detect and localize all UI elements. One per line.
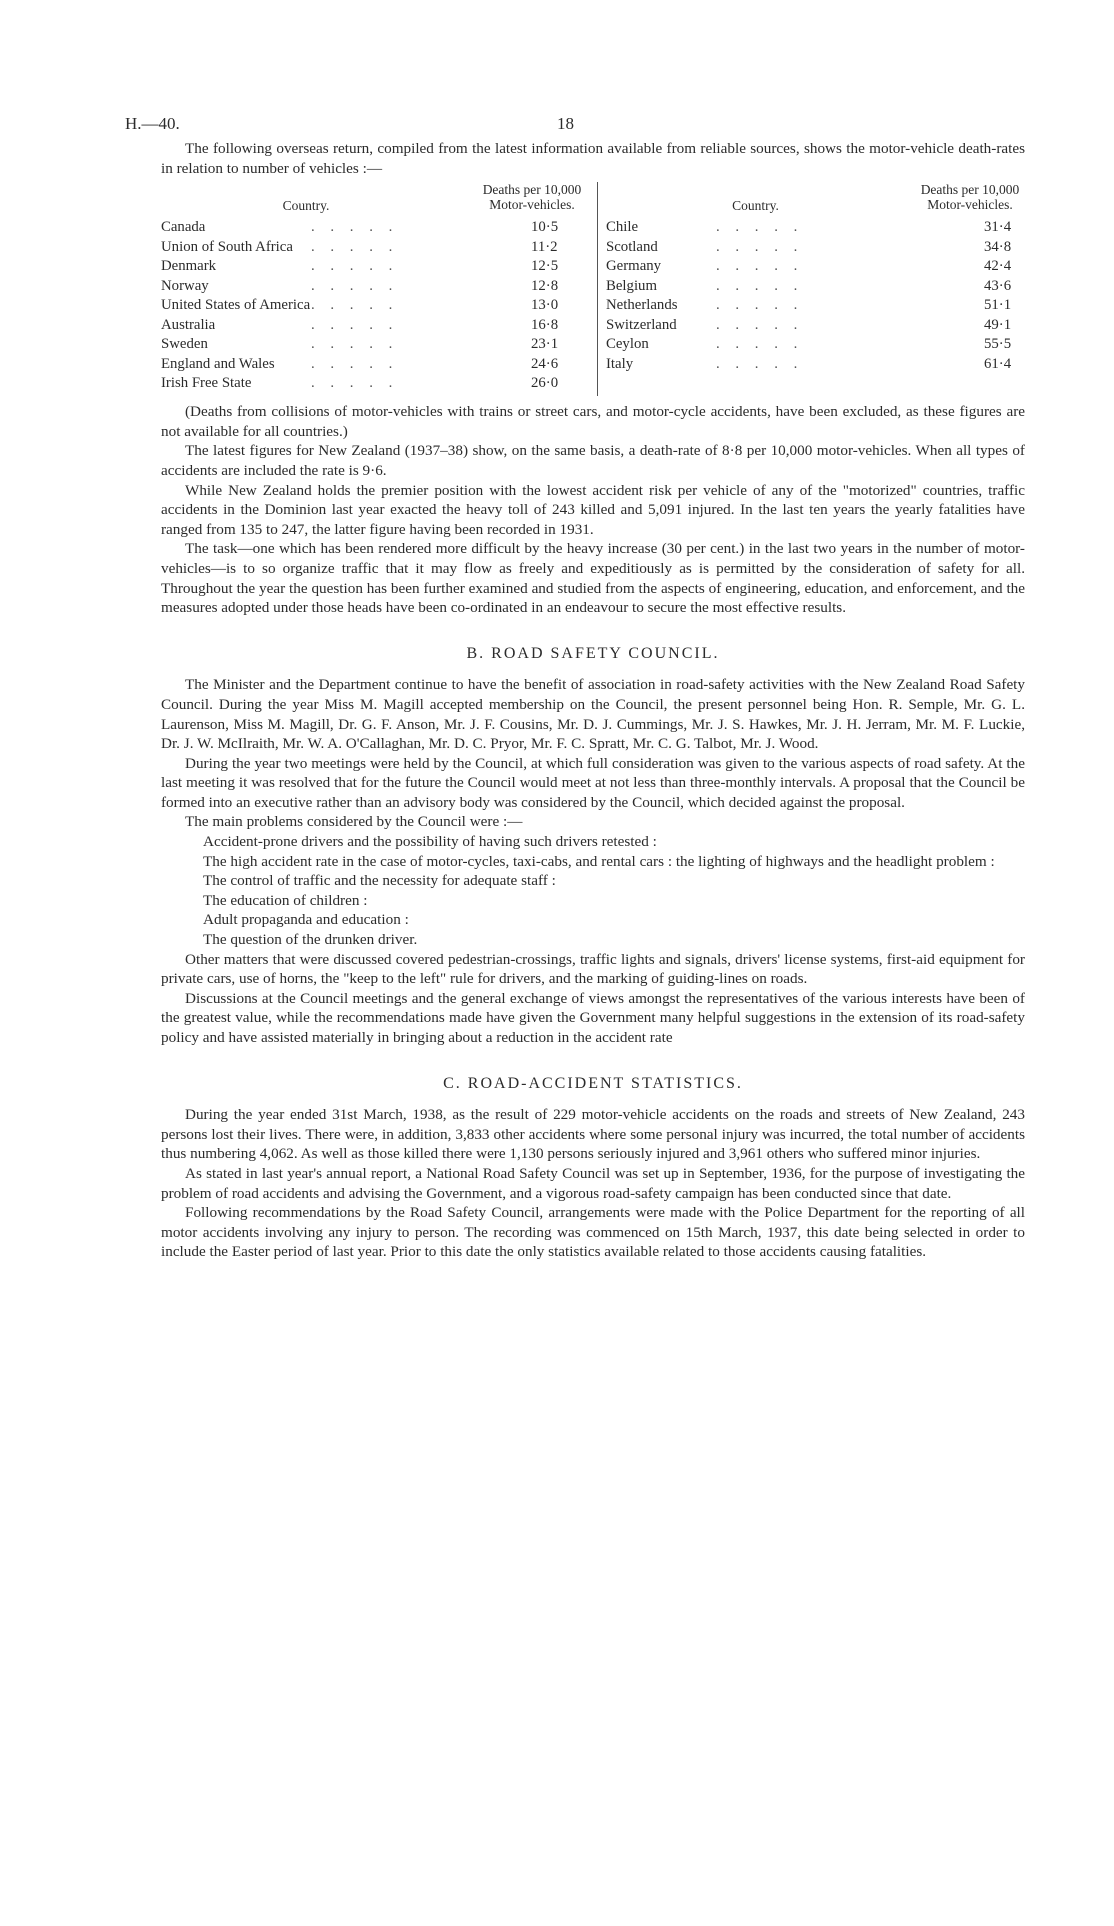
- table-row: [161, 374, 601, 394]
- paragraph: Other matters that were discussed covered pedestrian-crossings, traffic lights and signals, drivers' license systems, first-aid equipment for private cars, use of horns, the "keep to the left" rule for drivers, and the marking of guiding-lines on roads.: [161, 950, 1025, 988]
- deaths-header: Deaths per 10,000 Motor-vehicles.: [920, 182, 1020, 213]
- problems-list: [161, 832, 1025, 950]
- death-rate-value: 55·5: [984, 336, 1012, 353]
- list-item: The question of the drunken driver.: [203, 931, 418, 949]
- table-header: [606, 182, 1025, 218]
- death-rate-table: [161, 182, 1025, 396]
- list-item: Adult propaganda and education :: [203, 911, 409, 929]
- country-name: Germany: [606, 258, 662, 275]
- country-name: Denmark: [161, 258, 217, 275]
- page-number: 18: [557, 114, 574, 133]
- leader-dots: . . . . .: [716, 219, 804, 236]
- page-header: [125, 114, 1025, 136]
- death-rate-value: 10·5: [531, 219, 559, 236]
- table-row: [161, 316, 601, 336]
- table-row: [606, 296, 1025, 316]
- table-row: [606, 257, 1025, 277]
- table-row: [606, 218, 1025, 238]
- paragraph: The latest figures for New Zealand (1937–38) show, on the same basis, a death-rate of 8·8 per 10,000 motor-vehicles. When all types of accidents are included the rate is 9·6.: [161, 442, 1025, 479]
- leader-dots: . . . . .: [716, 258, 804, 275]
- table-row: [606, 277, 1025, 297]
- table-row: [161, 355, 601, 375]
- table-header: [161, 182, 601, 218]
- table-left-column: [161, 182, 601, 394]
- leader-dots: . . . . .: [311, 238, 399, 255]
- death-rate-value: 16·8: [531, 316, 559, 333]
- leader-dots: . . . . .: [311, 355, 399, 372]
- country-name: Chile: [606, 219, 639, 236]
- table-row: [161, 257, 601, 277]
- country-name: Canada: [161, 219, 206, 236]
- document-reference: H.—40.: [125, 114, 180, 133]
- paragraph: The main problems considered by the Council were :—: [185, 813, 523, 831]
- death-rate-value: 43·6: [984, 277, 1012, 294]
- list-item: Accident-prone drivers and the possibility of having such drivers retested :: [203, 833, 657, 851]
- country-name: Sweden: [161, 336, 208, 353]
- paragraph: During the year ended 31st March, 1938, as the result of 229 motor-vehicle accidents on the roads and streets of New Zealand, 243 persons lost their lives. There were, in addition, 3,833 other accidents where some personal injury was incurred, the total number of accidents thus numbering 4,062. As well as those killed there were 1,130 persons seriously injured and 3,961 others who suffered minor injuries.: [161, 1106, 1025, 1163]
- country-name: Switzerland: [606, 316, 677, 333]
- leader-dots: . . . . .: [716, 277, 804, 294]
- leader-dots: . . . . .: [716, 297, 804, 314]
- death-rate-value: 26·0: [531, 375, 559, 392]
- leader-dots: . . . . .: [311, 219, 399, 236]
- leader-dots: . . . . .: [716, 336, 804, 353]
- list-item: The control of traffic and the necessity for adequate staff :: [203, 872, 556, 890]
- country-name: Irish Free State: [161, 375, 252, 392]
- paragraph: Discussions at the Council meetings and the general exchange of views amongst the representatives of the various interests have been of the greatest value, while the recommendations made have given the Government many helpful suggestions in the extension of its road-safety policy and have assisted materially in bringing about a reduction in the accident rate: [161, 989, 1025, 1046]
- table-row: [161, 296, 601, 316]
- country-name: United States of America: [161, 297, 311, 314]
- leader-dots: . . . . .: [311, 277, 399, 294]
- table-row: [161, 335, 601, 355]
- country-name: Australia: [161, 316, 216, 333]
- death-rate-value: 13·0: [531, 297, 559, 314]
- paragraph: The task—one which has been rendered more difficult by the heavy increase (30 per cent.) in the last two years in the number of motor-vehicles—is to so organize traffic that it may flow as freely and expeditiously as is permitted by the consideration of safety for all. Throughout the year the question has been further examined and studied from the aspects of engineering, education, and enforcement, and the measures adopted under those heads have been co-ordinated in an endeavour to secure the most effective results.: [161, 540, 1025, 617]
- leader-dots: . . . . .: [311, 297, 399, 314]
- table-row: [606, 238, 1025, 258]
- table-row: [161, 277, 601, 297]
- table-right-column: [606, 182, 1025, 374]
- country-header: Country.: [732, 198, 779, 214]
- leader-dots: . . . . .: [716, 316, 804, 333]
- death-rate-value: 31·4: [984, 219, 1012, 236]
- leader-dots: . . . . .: [311, 375, 399, 392]
- table-row: [161, 238, 601, 258]
- country-name: England and Wales: [161, 355, 275, 372]
- table-row: [606, 355, 1025, 375]
- death-rate-value: 34·8: [984, 238, 1012, 255]
- leader-dots: . . . . .: [311, 258, 399, 275]
- intro-paragraph: The following overseas return, compiled from the latest information available from reliable sources, shows the motor-vehicle death-rates in relation to number of vehicles :—: [161, 140, 1025, 177]
- paragraph: Following recommendations by the Road Safety Council, arrangements were made with the Police Department for the reporting of all motor accidents involving any injury to person. The recording was commenced on 15th March, 1937, this date being selected in order to include the Easter period of last year. Prior to this date the only statistics available related to those accidents causing fatalities.: [161, 1204, 1025, 1261]
- list-item: The high accident rate in the case of motor-cycles, taxi-cabs, and rental cars : the lighting of highways and the headlight problem :: [203, 852, 995, 870]
- death-rate-value: 11·2: [531, 238, 558, 255]
- country-name: Ceylon: [606, 336, 649, 353]
- country-header: Country.: [282, 198, 330, 214]
- paragraph: The Minister and the Department continue to have the benefit of association in road-safety activities with the New Zealand Road Safety Council. During the year Miss M. Magill accepted membership on the Council, the present personnel being Hon. R. Semple, Mr. G. L. Laurenson, Miss M. Magill, Dr. G. F. Anson, Mr. J. F. Cousins, Mr. D. J. Cummings, Mr. J. S. Hawkes, Mr. J. H. Jerram, Mr. M. F. Luckie, Dr. J. W. McIlraith, Mr. W. A. O'Callaghan, Mr. D. C. Pryor, Mr. F. C. Spratt, Mr. C. G. Talbot, Mr. J. Wood.: [161, 676, 1025, 753]
- death-rate-value: 49·1: [984, 316, 1012, 333]
- section-heading: B. ROAD SAFETY COUNCIL.: [466, 644, 720, 662]
- table-divider: [597, 182, 598, 396]
- country-name: Union of South Africa: [161, 238, 293, 255]
- leader-dots: . . . . .: [311, 336, 399, 353]
- section-heading: C. ROAD-ACCIDENT STATISTICS.: [443, 1074, 743, 1092]
- death-rate-value: 42·4: [984, 258, 1012, 275]
- death-rate-value: 51·1: [984, 297, 1012, 314]
- death-rate-value: 12·5: [531, 258, 559, 275]
- death-rate-value: 24·6: [531, 355, 559, 372]
- paragraph: As stated in last year's annual report, a National Road Safety Council was set up in September, 1936, for the purpose of investigating the problem of road accidents and advising the Government, and a vigorous road-safety campaign has been conducted since that date.: [161, 1164, 1025, 1202]
- deaths-header: Deaths per 10,000 Motor-vehicles.: [482, 182, 582, 213]
- page-content: [161, 139, 1025, 1262]
- list-item: The education of children :: [203, 891, 368, 909]
- paragraph: (Deaths from collisions of motor-vehicles with trains or street cars, and motor-cycle accidents, have been excluded, as these figures are not available for all countries.): [161, 403, 1025, 440]
- table-row: [606, 335, 1025, 355]
- country-name: Norway: [161, 277, 209, 294]
- table-row: [161, 218, 601, 238]
- leader-dots: . . . . .: [716, 355, 804, 372]
- death-rate-value: 12·8: [531, 277, 559, 294]
- country-name: Netherlands: [606, 297, 678, 314]
- death-rate-value: 61·4: [984, 355, 1012, 372]
- table-row: [606, 316, 1025, 336]
- country-name: Italy: [606, 355, 634, 372]
- leader-dots: . . . . .: [716, 238, 804, 255]
- country-name: Scotland: [606, 238, 658, 255]
- death-rate-value: 23·1: [531, 336, 559, 353]
- leader-dots: . . . . .: [311, 316, 399, 333]
- country-name: Belgium: [606, 277, 657, 294]
- paragraph: While New Zealand holds the premier position with the lowest accident risk per vehicle of any of the "motorized" countries, traffic accidents in the Dominion last year exacted the heavy toll of 243 killed and 5,091 injured. In the last ten years the yearly fatalities have ranged from 135 to 247, the latter figure having been recorded in 1931.: [161, 481, 1025, 538]
- paragraph: During the year two meetings were held by the Council, at which full consideration was given to the various aspects of road safety. At the last meeting it was resolved that for the future the Council would meet at not less than three-monthly intervals. A proposal that the Council be formed into an executive rather than an advisory body was considered by the Council, which decided against the proposal.: [161, 754, 1025, 811]
